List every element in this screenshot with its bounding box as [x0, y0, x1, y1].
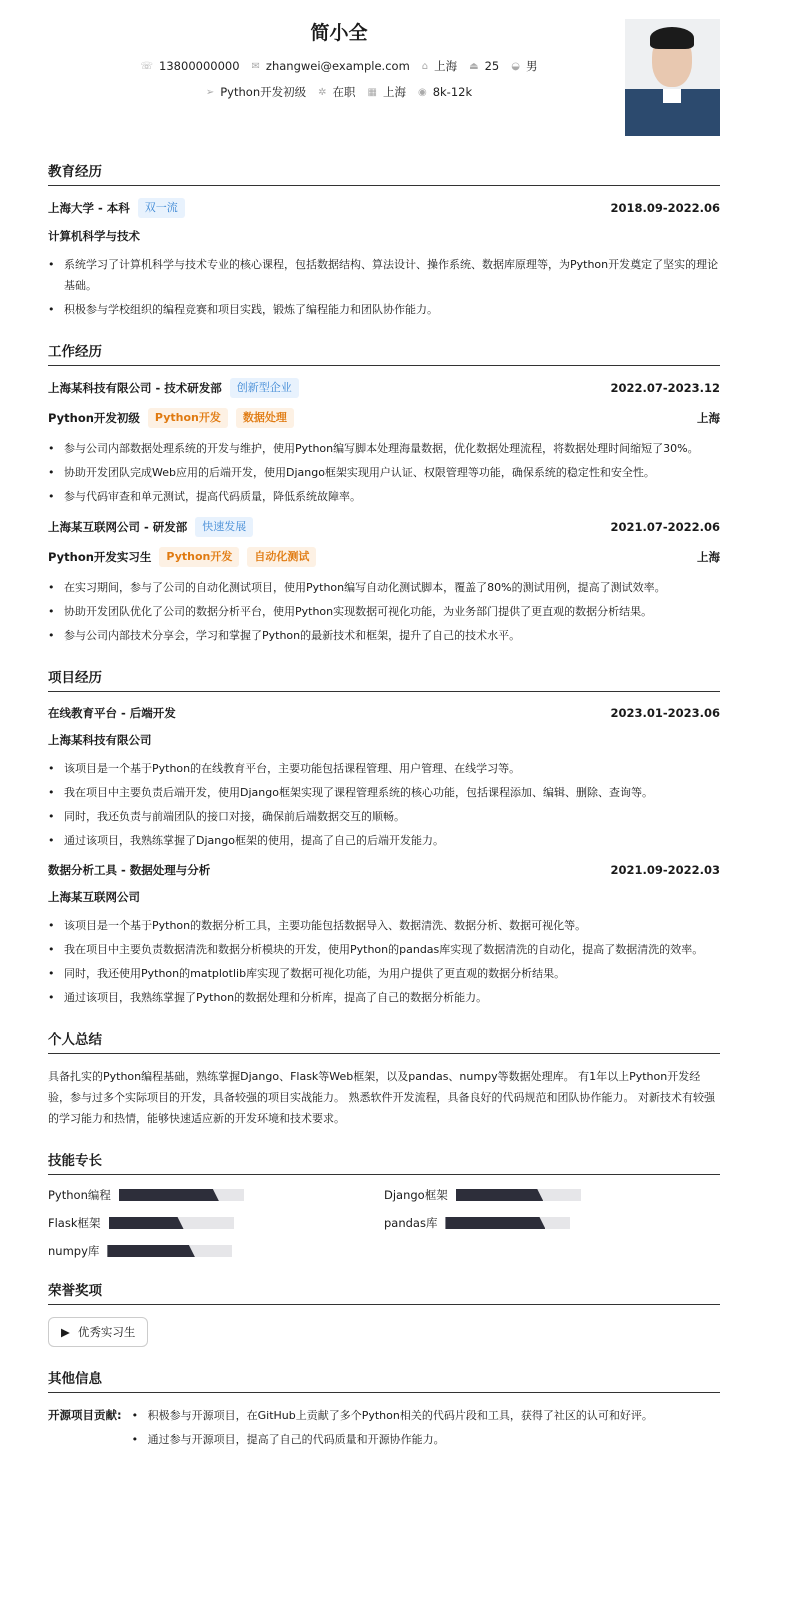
age-icon: ⏏ [469, 60, 479, 72]
email: zhangwei@example.com [265, 59, 410, 73]
job-city: 上海 [697, 411, 720, 425]
position: Python开发初级 [220, 85, 307, 99]
phone: 13800000000 [159, 59, 240, 73]
status-icon: ✲ [318, 86, 327, 98]
project-name: 数据分析工具 - 数据处理与分析 [48, 863, 211, 877]
salary-icon: ◉ [417, 86, 427, 98]
list-item: • 参与公司内部数据处理系统的开发与维护，使用Python编写脚本处理海量数据，优化数据处理流程，将数据处理时间缩短了30%。 [48, 438, 720, 459]
skill-tag: Python开发 [148, 408, 228, 428]
skills-section [48, 1149, 720, 1259]
school-tag: 双一流 [138, 198, 185, 218]
school: 上海大学 - 本科 [48, 201, 130, 215]
job-date: 2022.07-2023.12 [610, 381, 720, 395]
skill-item [48, 1243, 384, 1259]
send-icon: ➢ [205, 86, 215, 98]
projects-section [48, 666, 720, 1008]
project-entry [48, 704, 720, 851]
role: Python开发实习生 [48, 550, 152, 564]
job-entry [48, 378, 720, 507]
list-item: • 积极参与开源项目，在GitHub上贡献了多个Python相关的代码片段和工具，获得了社区的认可和好评。 [132, 1405, 653, 1426]
major: 计算机科学与技术 [48, 229, 140, 243]
work-city: 上海 [382, 85, 406, 99]
avatar-photo [625, 19, 720, 136]
skill-tag: 自动化测试 [247, 547, 316, 567]
status: 在职 [332, 85, 356, 99]
section-title: 个人总结 [48, 1028, 720, 1054]
mail-icon: ✉ [251, 60, 260, 72]
awards-section [48, 1279, 720, 1347]
job-intent-row [48, 84, 630, 100]
skill-item [48, 1187, 384, 1203]
section-title: 项目经历 [48, 666, 720, 692]
resume-header [48, 0, 720, 140]
skill-bar-fill [107, 1245, 195, 1257]
skill-bar [456, 1189, 581, 1201]
skill-name: numpy库 [48, 1244, 100, 1258]
list-item: • 该项目是一个基于Python的在线教育平台，主要功能包括课程管理、用户管理、在线学习等。 [48, 758, 720, 779]
skill-name: Python编程 [48, 1188, 111, 1202]
project-name: 在线教育平台 - 后端开发 [48, 706, 176, 720]
other-key: 开源项目贡献: [48, 1408, 122, 1422]
skill-tag: Python开发 [159, 547, 239, 567]
salary: 8k-12k [432, 85, 473, 99]
project-company: 上海某互联网公司 [48, 890, 140, 904]
skill-bar [445, 1217, 570, 1229]
project-date: 2021.09-2022.03 [610, 863, 720, 877]
list-item: • 同时，我还使用Python的matplotlib库实现了数据可视化功能，为用户提供了更直观的数据分析结果。 [48, 963, 720, 984]
company-tag: 快速发展 [195, 517, 253, 537]
gender: 男 [525, 59, 538, 73]
project-date: 2023.01-2023.06 [610, 706, 720, 720]
other-section [48, 1367, 720, 1463]
list-item: • 通过该项目，我熟练掌握了Django框架的使用，提高了自己的后端开发能力。 [48, 830, 720, 851]
list-item: • 通过参与开源项目，提高了自己的代码质量和开源协作能力。 [132, 1429, 653, 1450]
job-date: 2021.07-2022.06 [610, 520, 720, 534]
project-entry [48, 861, 720, 1008]
section-title: 荣誉奖项 [48, 1279, 720, 1305]
list-item: • 系统学习了计算机科学与技术专业的核心课程，包括数据结构、算法设计、操作系统、数据库原理等，为Python开发奠定了坚实的理论基础。 [48, 254, 720, 296]
section-title: 工作经历 [48, 340, 720, 366]
building-icon: ▦ [367, 86, 377, 98]
section-title: 其他信息 [48, 1367, 720, 1393]
candidate-name: 简小全 [310, 22, 368, 44]
list-item: • 在实习期间，参与了公司的自动化测试项目，使用Python编写自动化测试脚本，覆盖了80%的测试用例，提高了测试效率。 [48, 577, 720, 598]
company: 上海某互联网公司 - 研发部 [48, 520, 188, 534]
contact-row [48, 58, 630, 74]
education-section [48, 160, 720, 320]
skill-bar-fill [445, 1217, 545, 1229]
skill-name: Flask框架 [48, 1216, 101, 1230]
summary-text: 具备扎实的Python编程基础，熟练掌握Django、Flask等Web框架，以及pandas、numpy等数据处理库。 有1年以上Python开发经验，参与过多个实际项目的开发，具备较强的项目实战能力。 熟悉软件开发流程，具备良好的代码规范和团队协作能力。 对新技术有较强的学习能力和热情，能够快速适应新的开发环境和技术要求。 [48, 1070, 715, 1125]
home-icon: ⌂ [421, 60, 429, 72]
summary-section [48, 1028, 720, 1129]
play-icon: ▶ [61, 1325, 70, 1339]
skill-item [384, 1215, 720, 1231]
gender-icon: ◒ [511, 60, 520, 72]
list-item: • 该项目是一个基于Python的数据分析工具，主要功能包括数据导入、数据清洗、数据分析、数据可视化等。 [48, 915, 720, 936]
list-item: • 我在项目中主要负责数据清洗和数据分析模块的开发，使用Python的pandas库实现了数据清洗的自动化，提高了数据清洗的效率。 [48, 939, 720, 960]
city: 上海 [434, 59, 458, 73]
skill-item [384, 1187, 720, 1203]
skill-tag: 数据处理 [236, 408, 294, 428]
skill-bar [107, 1245, 232, 1257]
skill-item [48, 1215, 384, 1231]
list-item: • 通过该项目，我熟练掌握了Python的数据处理和分析库，提高了自己的数据分析能力。 [48, 987, 720, 1008]
list-item: • 我在项目中主要负责后端开发，使用Django框架实现了课程管理系统的核心功能，包括课程添加、编辑、删除、查询等。 [48, 782, 720, 803]
list-item: • 参与代码审查和单元测试，提高代码质量，降低系统故障率。 [48, 486, 720, 507]
role: Python开发初级 [48, 411, 140, 425]
list-item: • 同时，我还负责与前端团队的接口对接，确保前后端数据交互的顺畅。 [48, 806, 720, 827]
skill-bar-fill [119, 1189, 219, 1201]
age: 25 [484, 59, 500, 73]
company: 上海某科技有限公司 - 技术研发部 [48, 381, 222, 395]
award-item[interactable] [48, 1317, 148, 1347]
award-label: 优秀实习生 [77, 1325, 136, 1339]
company-tag: 创新型企业 [230, 378, 299, 398]
skill-name: pandas库 [384, 1216, 438, 1230]
list-item: • 积极参与学校组织的编程竞赛和项目实践，锻炼了编程能力和团队协作能力。 [48, 299, 720, 320]
job-city: 上海 [697, 550, 720, 564]
skill-name: Django框架 [384, 1188, 448, 1202]
project-company: 上海某科技有限公司 [48, 733, 152, 747]
skill-bar [119, 1189, 244, 1201]
list-item: • 协助开发团队优化了公司的数据分析平台，使用Python实现数据可视化功能，为业务部门提供了更直观的数据分析结果。 [48, 601, 720, 622]
section-title: 技能专长 [48, 1149, 720, 1175]
job-entry [48, 517, 720, 646]
section-title: 教育经历 [48, 160, 720, 186]
edu-date: 2018.09-2022.06 [610, 201, 720, 215]
skill-bar [109, 1217, 234, 1229]
skill-bar-fill [109, 1217, 184, 1229]
work-section [48, 340, 720, 646]
phone-icon: ☏ [140, 60, 154, 72]
list-item: • 参与公司内部技术分享会，学习和掌握了Python的最新技术和框架，提升了自己的技术水平。 [48, 625, 720, 646]
list-item: • 协助开发团队完成Web应用的后端开发，使用Django框架实现用户认证、权限管理等功能，确保系统的稳定性和安全性。 [48, 462, 720, 483]
skill-bar-fill [456, 1189, 544, 1201]
